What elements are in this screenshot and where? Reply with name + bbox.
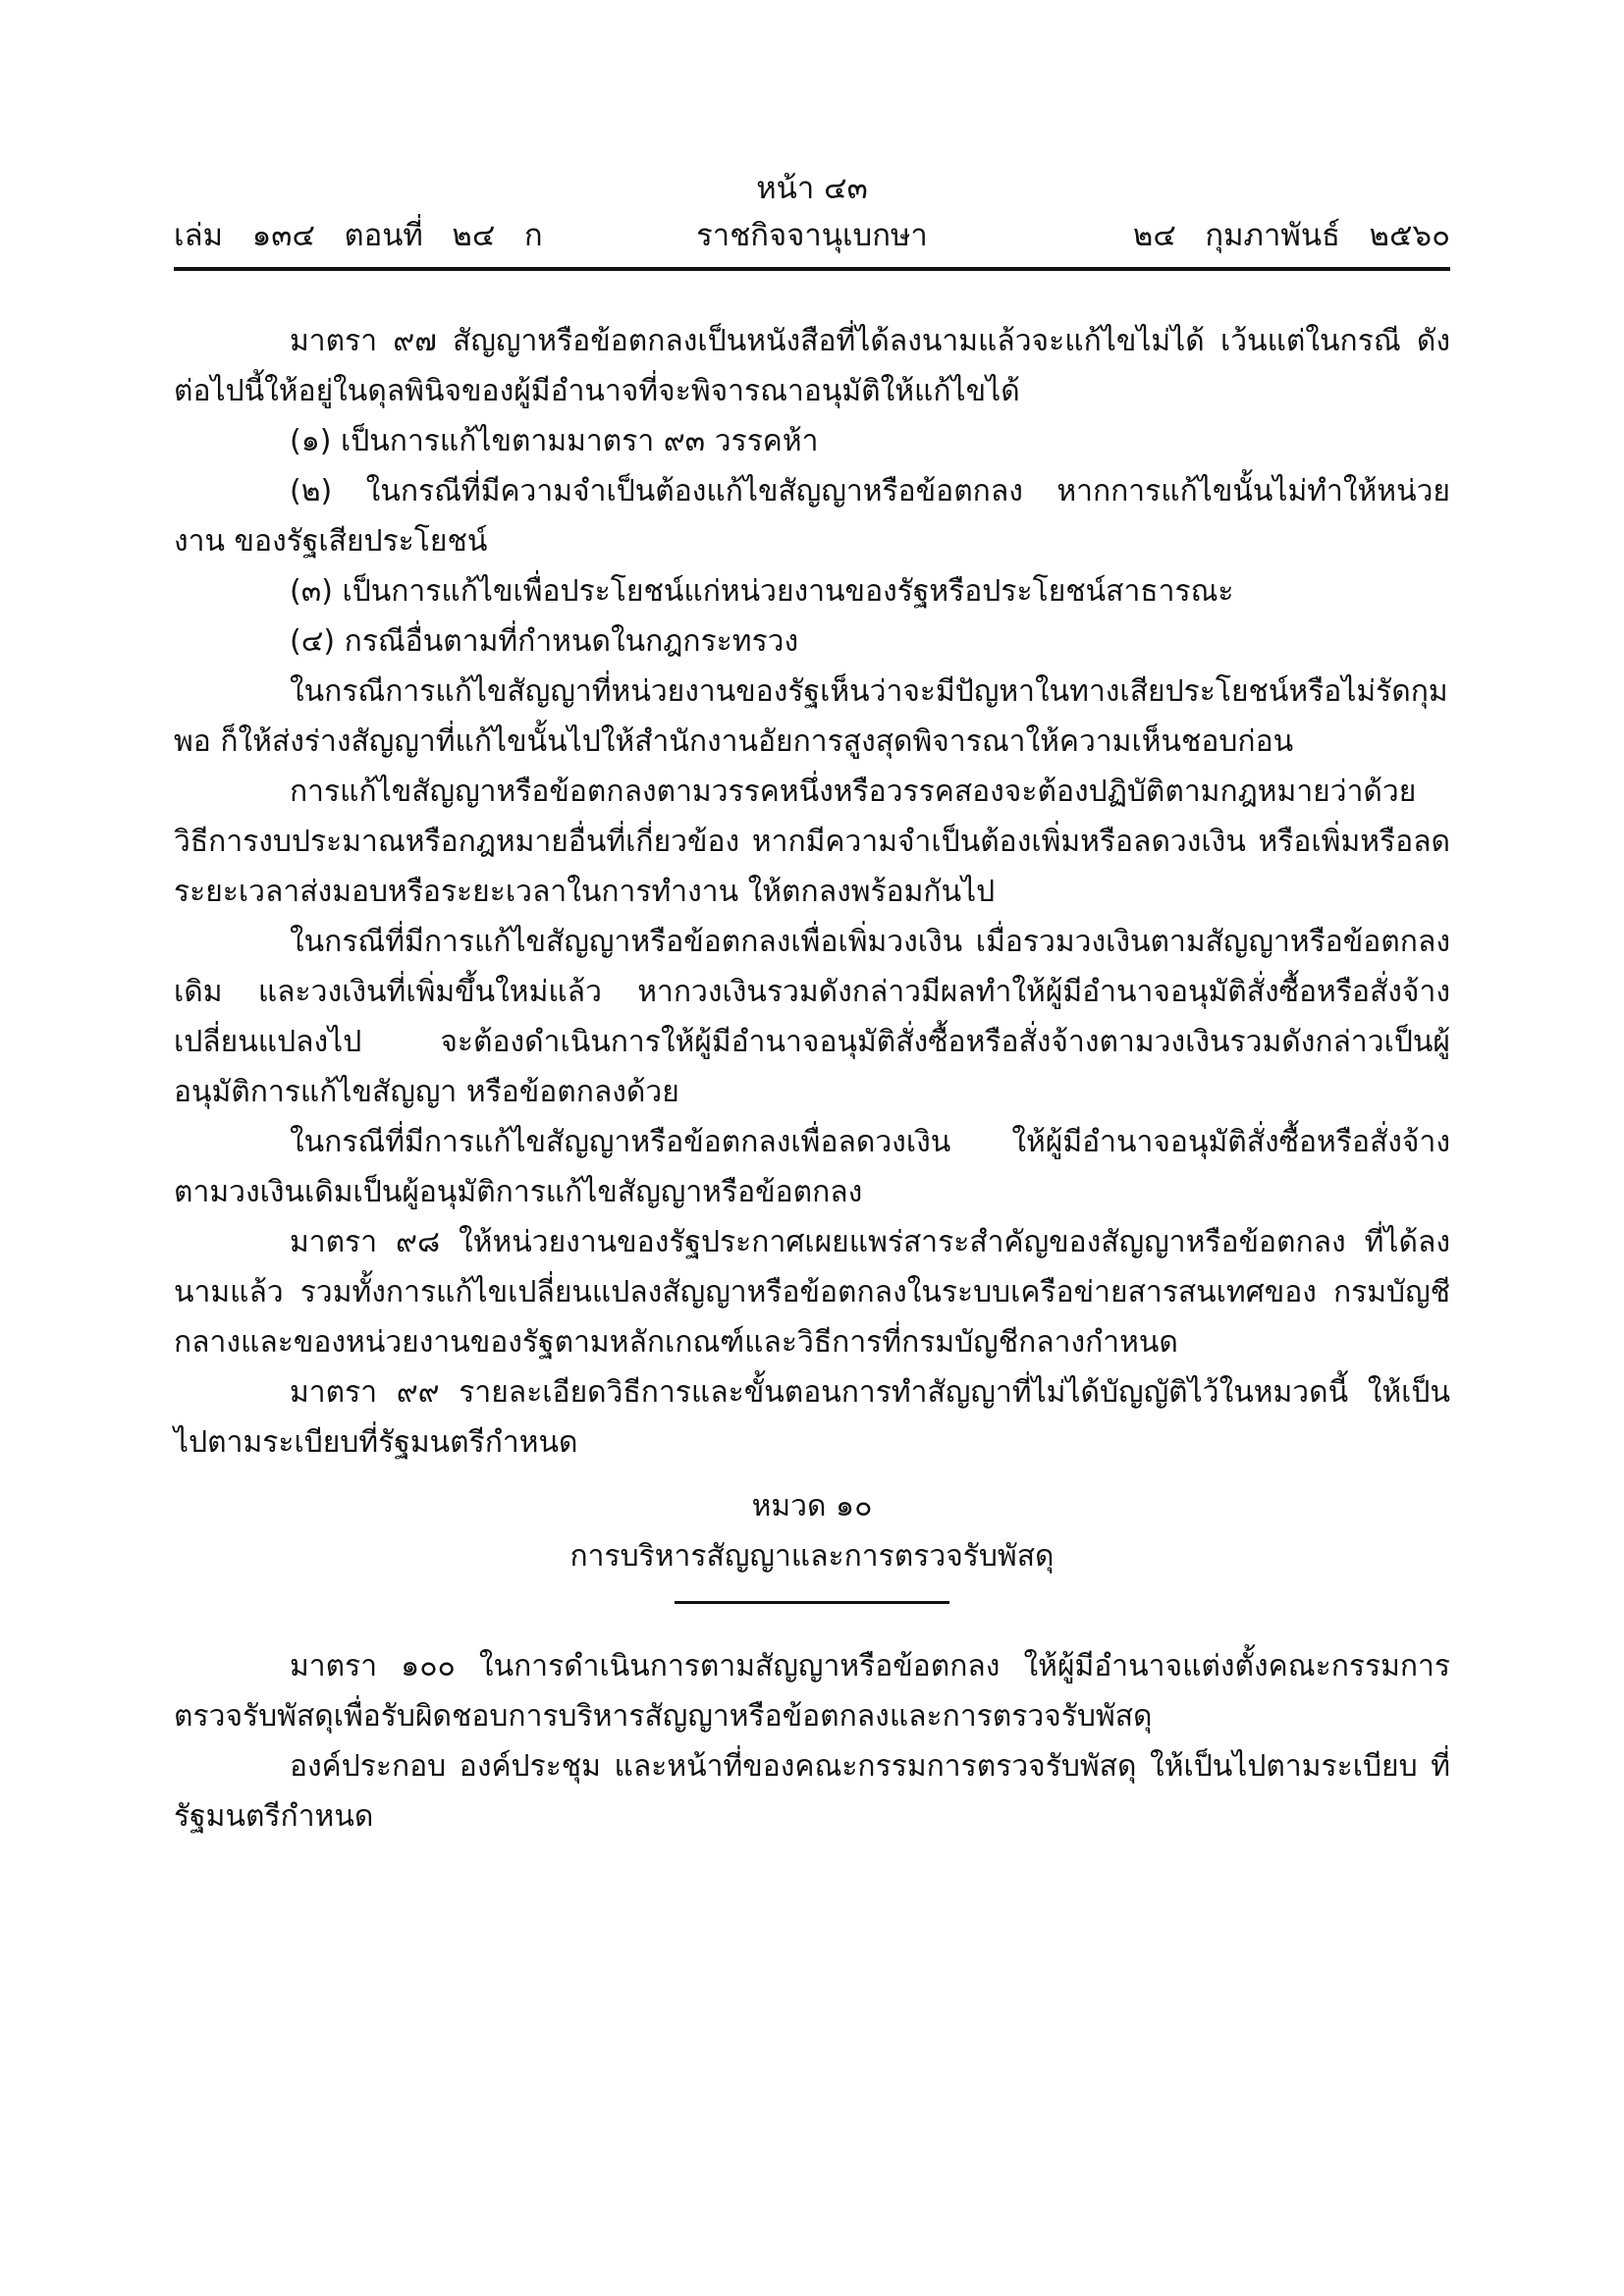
section-100-lead: มาตรา ๑๐๐ ในการดำเนินการตามสัญญาหรือข้อตกลง ให้ผู้มีอำนาจแต่งตั้งคณะกรรมการ ตรวจรับพัสดุเพื่อรับผิดชอบการบริหารสัญญาหรือข้อตกลงและการตรวจรับพัสดุ: [174, 1649, 1450, 1734]
gazette-title: ราชกิจจานุเบกษา: [696, 218, 928, 253]
chapter-title: หมวด ๑๐: [751, 1489, 873, 1523]
section-97-item-4: (๔) กรณีอื่นตามที่กำหนดในกฎกระทรวง: [290, 624, 799, 659]
header-divider: [174, 267, 1450, 271]
section-97-item-1: (๑) เป็นการแก้ไขตามมาตรา ๙๓ วรรคห้า: [290, 424, 819, 458]
volume-issue: เล่ม ๑๓๔ ตอนที่ ๒๔ ก: [174, 218, 543, 253]
document-body: [174, 316, 1450, 1842]
page-number: หน้า ๔๓: [756, 171, 868, 206]
section-100-committee-paragraph: องค์ประกอบ องค์ประชุม และหน้าที่ของคณะกรรมการตรวจรับพัสดุ ให้เป็นไปตามระเบียบ ที่รัฐมนตรีกำหนด: [174, 1749, 1450, 1834]
section-97-item-3: (๓) เป็นการแก้ไขเพื่อประโยชน์แก่หน่วยงานของรัฐหรือประโยชน์สาธารณะ: [290, 574, 1234, 609]
section-97-review-paragraph: ในกรณีการแก้ไขสัญญาที่หน่วยงานของรัฐเห็นว่าจะมีปัญหาในทางเสียประโยชน์หรือไม่รัดกุมพอ ก็ให้ส่งร่างสัญญาที่แก้ไขนั้นไปให้สำนักงานอัยการสูงสุดพิจารณาให้ความเห็นชอบก่อน: [174, 674, 1448, 759]
chapter-divider: [675, 1601, 949, 1604]
gazette-header: [174, 214, 1450, 257]
chapter-subtitle: การบริหารสัญญาและการตรวจรับพัสดุ: [569, 1539, 1055, 1574]
section-97-increase-paragraph: ในกรณีที่มีการแก้ไขสัญญาหรือข้อตกลงเพื่อเพิ่มวงเงิน เมื่อรวมวงเงินตามสัญญาหรือข้อตกลงเดิม และวงเงินที่เพิ่มขึ้นใหม่แล้ว หากวงเงินรวมดังกล่าวมีผลทำให้ผู้มีอำนาจอนุมัติสั่งซื้อหรือสั่งจ้างเปลี่ยนแปลงไป จะต้องดำเนินการให้ผู้มีอำนาจอนุมัติสั่งซื้อหรือสั่งจ้างตามวงเงินรวมดังกล่าวเป็นผู้อนุมัติการแก้ไขสัญญา หรือข้อตกลงด้วย: [174, 925, 1450, 1109]
section-97-decrease-paragraph: ในกรณีที่มีการแก้ไขสัญญาหรือข้อตกลงเพื่อลดวงเงิน ให้ผู้มีอำนาจอนุมัติสั่งซื้อหรือสั่งจ้าง ตามวงเงินเดิมเป็นผู้อนุมัติการแก้ไขสัญญาหรือข้อตกลง: [174, 1125, 1450, 1209]
publication-date: ๒๔ กุมภาพันธ์ ๒๕๖๐: [1132, 218, 1450, 253]
section-97-item-2: (๒) ในกรณีที่มีความจำเป็นต้องแก้ไขสัญญาหรือข้อตกลง หากการแก้ไขนั้นไม่ทำให้หน่วยงาน ของรัฐเสียประโยชน์: [174, 474, 1450, 559]
section-97-lead: มาตรา ๙๗ สัญญาหรือข้อตกลงเป็นหนังสือที่ได้ลงนามแล้วจะแก้ไขไม่ได้ เว้นแต่ในกรณี ดังต่อไปนี้ให้อยู่ในดุลพินิจของผู้มีอำนาจที่จะพิจารณาอนุมัติให้แก้ไขได้: [174, 324, 1450, 408]
section-98: มาตรา ๙๘ ให้หน่วยงานของรัฐประกาศเผยแพร่สาระสำคัญของสัญญาหรือข้อตกลง ที่ได้ลงนามแล้ว รวมทั้งการแก้ไขเปลี่ยนแปลงสัญญาหรือข้อตกลงในระบบเครือข่ายสารสนเทศของ กรมบัญชีกลางและของหน่วยงานของรัฐตามหลักเกณฑ์และวิธีการที่กรมบัญชีกลางกำหนด: [174, 1225, 1450, 1360]
section-97-budget-paragraph: การแก้ไขสัญญาหรือข้อตกลงตามวรรคหนึ่งหรือวรรคสองจะต้องปฏิบัติตามกฎหมายว่าด้วย วิธีการงบประมาณหรือกฎหมายอื่นที่เกี่ยวข้อง หากมีความจำเป็นต้องเพิ่มหรือลดวงเงิน หรือเพิ่มหรือลด ระยะเวลาส่งมอบหรือระยะเวลาในการทำงาน ให้ตกลงพร้อมกันไป: [174, 774, 1450, 909]
section-99: มาตรา ๙๙ รายละเอียดวิธีการและขั้นตอนการทำสัญญาที่ไม่ได้บัญญัติไว้ในหมวดนี้ ให้เป็นไปตามระเบียบที่รัฐมนตรีกำหนด: [174, 1375, 1450, 1460]
